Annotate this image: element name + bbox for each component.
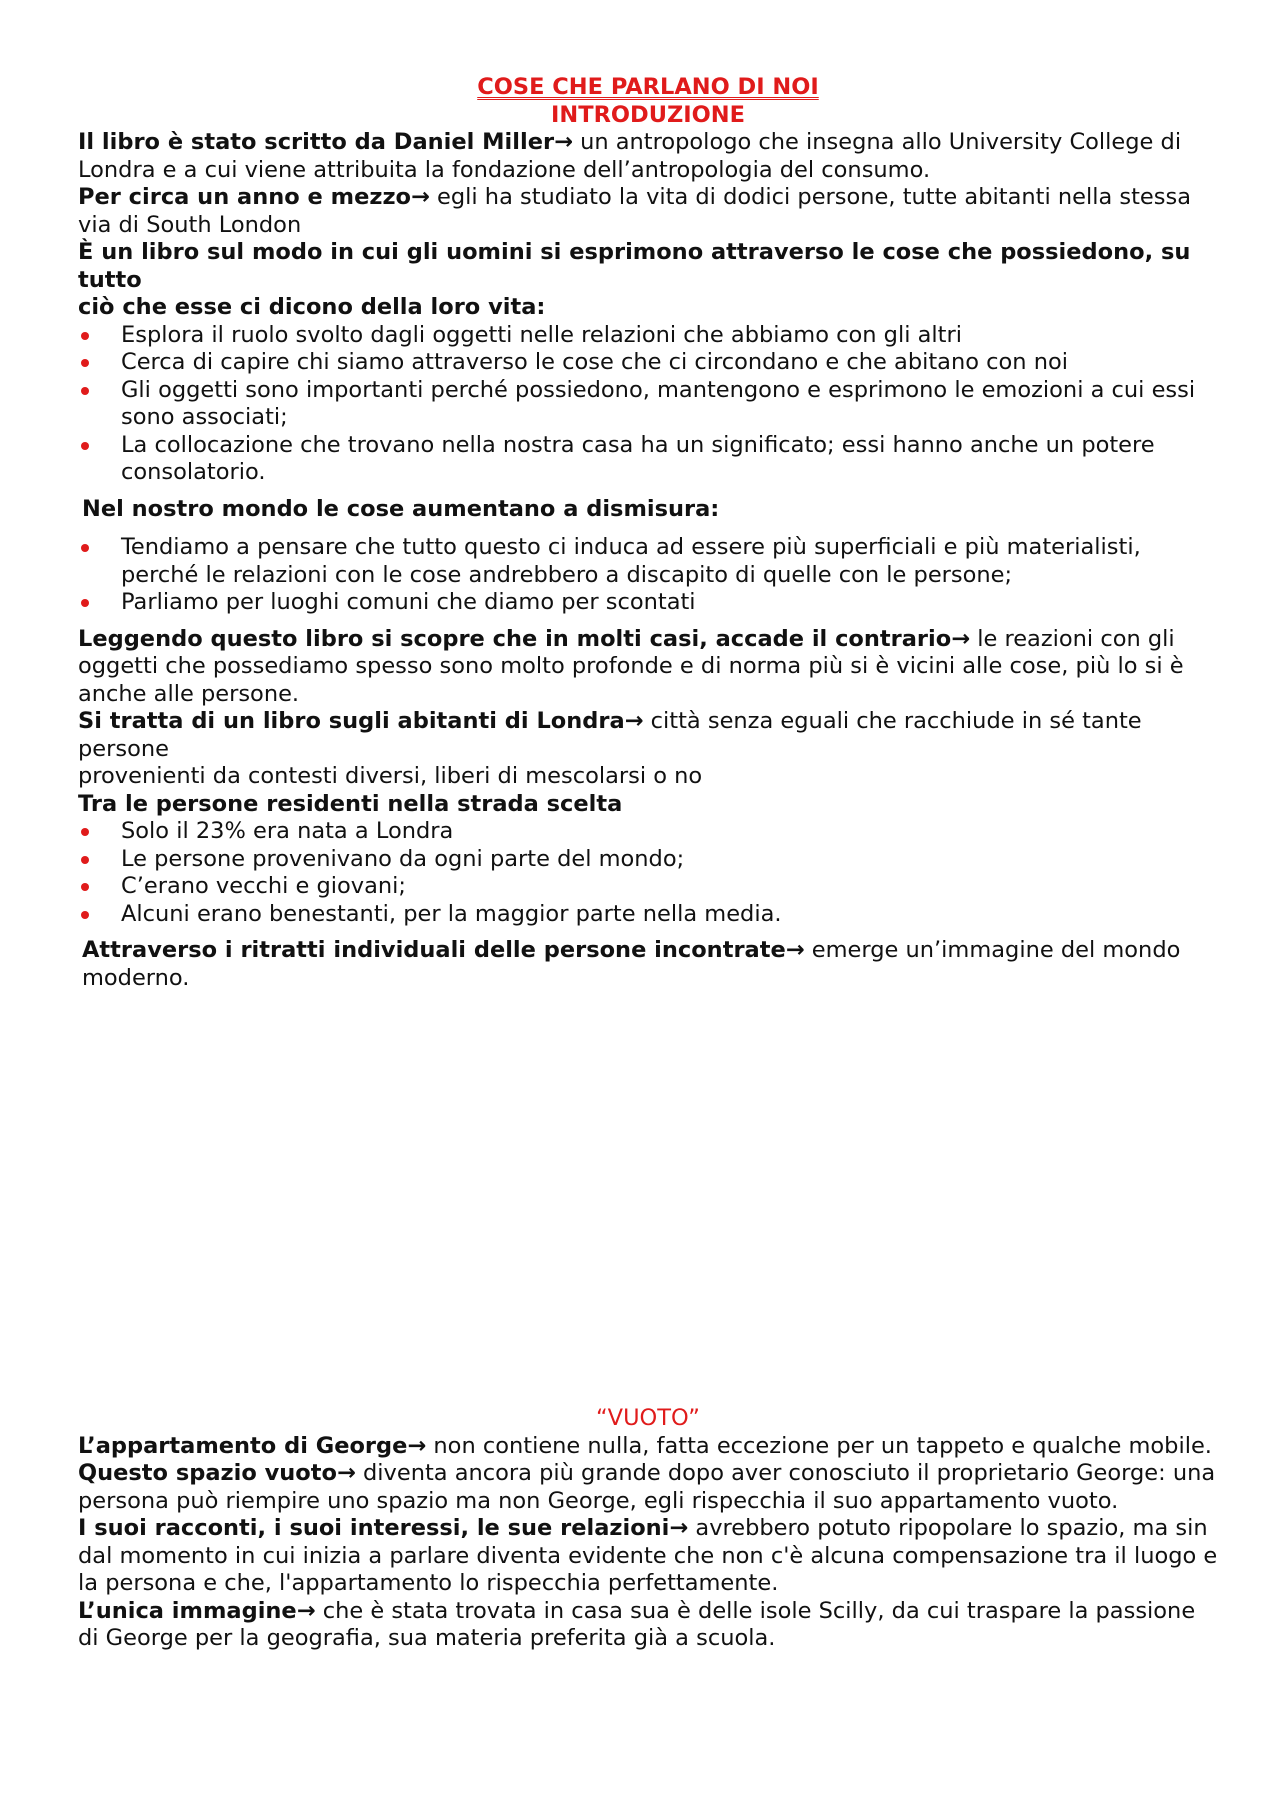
bold-lead: I suoi racconti, i suoi interessi, le sue relazioni xyxy=(78,1515,670,1541)
section-vuoto xyxy=(78,1405,1218,1653)
section-title-vuoto: “VUOTO” xyxy=(596,1405,700,1431)
arrow-icon: → xyxy=(407,1432,427,1459)
bullet-icon xyxy=(81,442,89,450)
bullet-list-2 xyxy=(78,534,1218,617)
bold-lead: L’unica immagine xyxy=(78,1597,297,1624)
list-item-text: Alcuni erano benestanti, per la maggior parte nella media. xyxy=(121,900,782,927)
list-item xyxy=(78,534,1218,589)
list-item-text: C’erano vecchi e giovani; xyxy=(121,873,406,899)
paragraph-text: emerge un’immagine del mondo moderno. xyxy=(82,937,1181,991)
paragraph-george-apartment xyxy=(78,1433,1218,1461)
list-item xyxy=(78,322,1218,350)
list-item-text: Parliamo per luoghi comuni che diamo per scontati xyxy=(121,589,696,615)
arrow-icon: → xyxy=(785,937,805,963)
paragraph-portraits xyxy=(78,937,1218,992)
section-title-introduzione: INTRODUZIONE xyxy=(551,101,745,128)
arrow-icon: → xyxy=(411,184,430,210)
paragraph-london xyxy=(78,708,1218,763)
list-item-text: Le persone provenivano da ogni parte del mondo; xyxy=(121,845,685,872)
paragraph-text: non contiene nulla, fatta eccezione per un tappeto e qualche mobile. xyxy=(426,1432,1212,1459)
paragraph-author-cont: Londra e a cui viene attribuita la fondazione dell’antropologia del consumo. xyxy=(78,156,931,183)
list-item xyxy=(78,873,1218,901)
paragraph-study xyxy=(78,184,1218,239)
bold-text: ciò che esse ci dicono della loro vita: xyxy=(78,294,546,320)
arrow-icon: → xyxy=(554,129,573,155)
paragraph-text: un antropologo che insegna allo University College di xyxy=(572,129,1182,155)
paragraph-residents xyxy=(78,791,1218,819)
list-item-text: Solo il 23% era nata a Londra xyxy=(121,818,454,844)
bold-lead: Questo spazio vuoto xyxy=(78,1460,337,1486)
list-item-text: Tendiamo a pensare che tutto questo ci induca ad essere più superficiali e più materialisti, perché le relazioni con le cose andrebbero a discapito di quelle con le persone; xyxy=(121,534,1141,588)
bold-lead: Leggendo questo libro si scopre che in molti casi, accade il contrario xyxy=(78,625,952,652)
bullet-icon xyxy=(81,599,89,607)
paragraph-text: città senza eguali che racchiude in sé tante persone xyxy=(78,708,1142,762)
bullet-icon xyxy=(81,883,89,891)
list-item xyxy=(78,377,1218,432)
bullet-list-3 xyxy=(78,818,1218,928)
bold-lead: Per circa un anno e mezzo xyxy=(78,184,412,210)
arrow-icon: → xyxy=(296,1597,316,1624)
list-item-text: Gli oggetti sono importanti perché possiedono, mantengono e esprimono le emozioni a cui essi sono associati; xyxy=(121,376,1196,430)
list-item-text: La collocazione che trovano nella nostra casa ha un significato; essi hanno anche un potere consolatorio. xyxy=(121,431,1155,485)
bullet-icon xyxy=(81,387,89,395)
paragraph-text: avrebbero potuto ripopolare lo spazio, ma sin dal momento in cui inizia a parlare diventa evidente che non c'è alcuna compensazione tra il luogo e la persona e che, l'appartamento lo rispecchia perfettamente. xyxy=(78,1515,1218,1596)
list-item xyxy=(78,846,1218,874)
bold-lead: L’appartamento di George xyxy=(78,1432,408,1459)
bold-lead: Attraverso i ritratti individuali delle persone incontrate xyxy=(82,937,786,963)
bullet-icon xyxy=(81,359,89,367)
arrow-icon: → xyxy=(669,1515,689,1541)
paragraph-london-cont: provenienti da contesti diversi, liberi di mescolarsi o no xyxy=(78,763,703,789)
paragraph-reading xyxy=(78,626,1218,709)
arrow-icon: → xyxy=(624,708,644,734)
bullet-icon xyxy=(81,856,89,864)
list-item xyxy=(78,432,1218,487)
bold-text: Nel nostro mondo le cose aumentano a dismisura: xyxy=(82,495,720,522)
list-item xyxy=(78,818,1218,846)
paragraph-only-image xyxy=(78,1598,1218,1653)
list-item xyxy=(78,901,1218,929)
paragraph-world xyxy=(78,496,1218,524)
arrow-icon: → xyxy=(336,1460,356,1486)
paragraph-book-about xyxy=(78,239,1218,294)
arrow-icon: → xyxy=(951,625,971,652)
list-item-text: Esplora il ruolo svolto dagli oggetti nelle relazioni che abbiamo con gli altri xyxy=(121,321,962,348)
paragraph-text: diventa ancora più grande dopo aver conosciuto il proprietario George: una persona può riempire uno spazio ma non George, egli rispecchia il suo appartamento vuoto. xyxy=(78,1460,1216,1514)
paragraph-text: che è stata trovata in casa sua è delle isole Scilly, da cui traspare la passione di George per la geografia, sua materia preferita già a scuola. xyxy=(78,1597,1196,1651)
bullet-list-1 xyxy=(78,322,1218,487)
paragraph-author xyxy=(78,129,1218,157)
bold-text: Tra le persone residenti nella strada scelta xyxy=(78,790,623,817)
bullet-icon xyxy=(81,828,89,836)
paragraph-empty-space xyxy=(78,1460,1218,1515)
bold-text: È un libro sul modo in cui gli uomini si esprimono attraverso le cose che possiedono, su tutto xyxy=(78,239,1191,293)
paragraph-text: egli ha studiato la vita di dodici persone, tutte abitanti nella stessa via di South London xyxy=(78,184,1192,238)
bullet-icon xyxy=(81,544,89,552)
paragraph-stories xyxy=(78,1515,1218,1598)
document-page xyxy=(78,74,1218,992)
list-item xyxy=(78,589,1218,617)
list-item xyxy=(78,349,1218,377)
bold-lead: Si tratta di un libro sugli abitanti di Londra xyxy=(78,708,625,734)
paragraph-book-about-cont xyxy=(78,294,1218,322)
list-item-text: Cerca di capire chi siamo attraverso le cose che ci circondano e che abitano con noi xyxy=(121,349,1068,375)
paragraph-text: le reazioni con gli oggetti che possediamo spesso sono molto profonde e di norma più si è vicini alle cose, più lo si è anche alle persone. xyxy=(78,625,1184,707)
bold-lead: Il libro è stato scritto da Daniel Miller xyxy=(78,129,555,155)
bullet-icon xyxy=(81,332,89,340)
bullet-icon xyxy=(81,911,89,919)
document-title: COSE CHE PARLANO DI NOI xyxy=(477,74,819,100)
